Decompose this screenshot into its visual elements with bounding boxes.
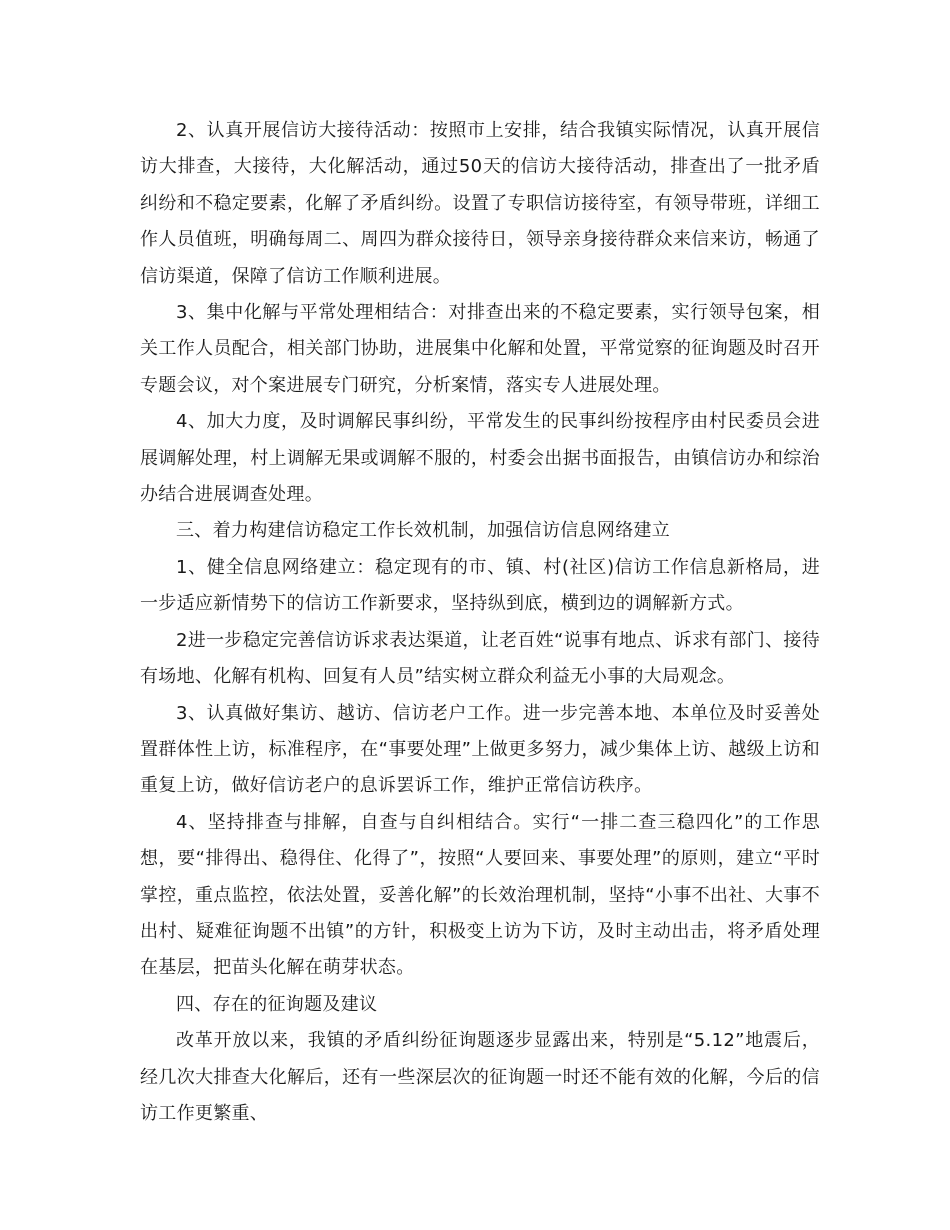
paragraph-expression-channels: 2进一步稳定完善信访诉求表达渠道，让老百姓“说事有地点、诉求有部门、接待有场地、化解有机构、回复有人员”结实树立群众利益无小事的大局观念。 — [140, 629, 820, 688]
paragraph-investigation-mediation: 4、坚持排查与排解，自查与自纠相结合。实行“一排二查三稳四化”的工作思想，要“排得出、稳得住、化得了”，按照“人要回来、事要处理”的原则，建立“平时掌控，重点监控，依法处置，妥善化解”的长效治理机制，坚持“小事不出社、大事不出村、疑难征询题不出镇”的方针，积极变上访为下访，及时主动出击，将矛盾处理在基层，把苗头化解在萌芽状态。 — [140, 811, 820, 979]
document-body — [140, 113, 820, 1132]
paragraph-collective-petitions: 3、认真做好集访、越访、信访老户工作。进一步完善本地、本单位及时妥善处置群体性上访，标准程序，在“事要处理”上做更多努力，减少集体上访、越级上访和重复上访，做好信访老户的息诉罢诉工作，维护正常信访秩序。 — [140, 702, 820, 797]
paragraph-centralized-resolution: 3、集中化解与平常处理相结合：对排查出来的不稳定要素，实行领导包案，相关工作人员配合，相关部门协助，进展集中化解和处置，平常觉察的征询题及时召开专题会议，对个案进展专门研究，分析案情，落实专人进展处理。 — [140, 302, 820, 396]
paragraph-reception-activity: 2、认真开展信访大接待活动：按照市上安排，结合我镇实际情况，认真开展信访大排查，大接待，大化解活动，通过50天的信访大接待活动，排查出了一批矛盾纠纷和不稳定要素，化解了矛盾纠纷。设置了专职信访接待室，有领导带班，详细工作人员值班，明确每周二、周四为群众接待日，领导亲身接待群众来信来访，畅通了信访渠道，保障了信访工作顺利进展。 — [140, 120, 820, 287]
paragraph-civil-disputes: 4、加大力度，及时调解民事纠纷，平常发生的民事纠纷按程序由村民委员会进展调解处理，村上调解无果或调解不服的，村委会出据书面报告，由镇信访办和综治办结合进展调查处理。 — [140, 411, 820, 506]
section-heading-long-term-mechanism: 三、着力构建信访稳定工作长效机制，加强信访信息网络建立 — [176, 520, 671, 542]
paragraph-reform-opening: 改革开放以来，我镇的矛盾纠纷征询题逐步显露出来，特别是“5.12”地震后，经几次大排查大化解后，还有一些深层次的征询题一时还不能有效的化解，今后的信访工作更繁重、 — [140, 1030, 820, 1124]
paragraph-information-network: 1、健全信息网络建立：稳定现有的市、镇、村(社区)信访工作信息新格局，进一步适应新情势下的信访工作新要求，坚持纵到底，横到边的调解新方式。 — [140, 556, 820, 615]
section-heading-problems-suggestions: 四、存在的征询题及建议 — [176, 993, 378, 1015]
